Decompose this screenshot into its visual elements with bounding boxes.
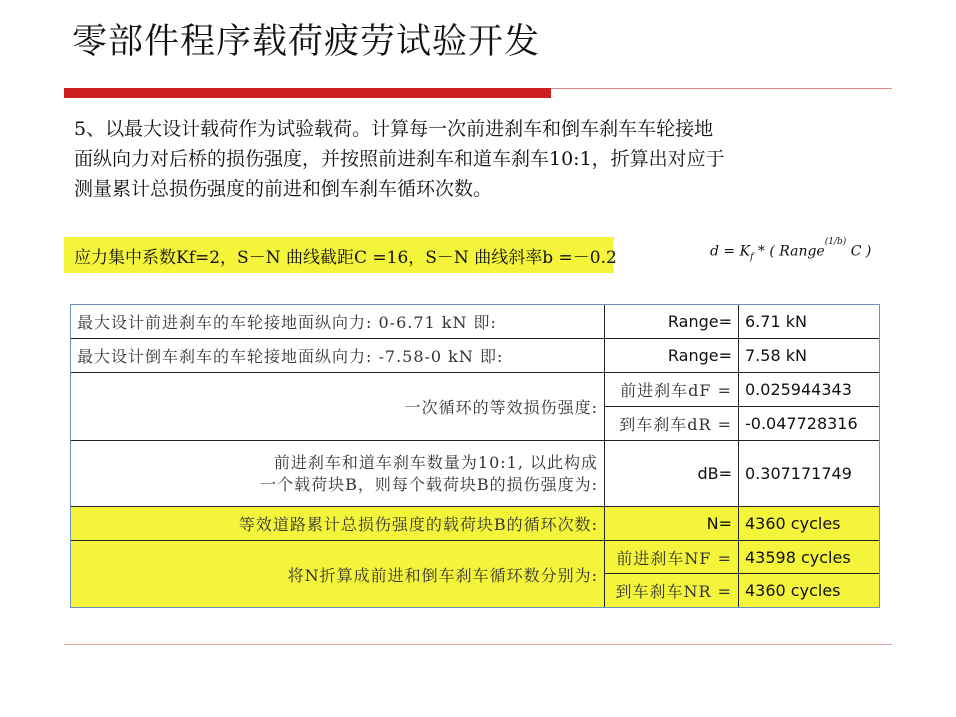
row3-sub2-value: -0.047728316	[739, 407, 879, 441]
paragraph-line: 5、以最大设计载荷作为试验载荷。计算每一次前进刹车和倒车刹车车轮接地	[74, 118, 714, 140]
body-paragraph	[74, 114, 894, 204]
row5-value: 4360 cycles	[739, 507, 879, 541]
row2-value: 7.58 kN	[739, 339, 879, 373]
row4-key: dB=	[605, 441, 739, 507]
formula-lhs: d	[710, 243, 719, 260]
paragraph-line: 测量累计总损伤强度的前进和倒车刹车循环次数。	[74, 178, 493, 200]
formula-eq: =	[723, 243, 736, 260]
row4-label-line1: 前进刹车和道车刹车数量为10:1, 以此构成	[273, 452, 598, 472]
row5-label: 等效道路累计总损伤强度的载荷块B的循环次数:	[71, 507, 605, 541]
row4-label-line2: 一个载荷块B，则每个载荷块B的损伤强度为:	[260, 474, 598, 494]
formula-rest: * ( Range	[757, 243, 825, 260]
row3-sub1-key: 前进刹车dF =	[605, 373, 739, 407]
row6-sub2-value: 4360 cycles	[739, 574, 879, 607]
row3-sub1-value: 0.025944343	[739, 373, 879, 407]
row3-label: 一次循环的等效损伤强度:	[71, 373, 605, 441]
row6-sub2-key: 到车刹车NR =	[605, 574, 739, 607]
row2-key: Range=	[605, 339, 739, 373]
formula-k: K	[739, 243, 751, 260]
row1-key: Range=	[605, 305, 739, 339]
title-underline-red	[64, 88, 551, 98]
row6-sub1-key: 前进刹车NF =	[605, 541, 739, 574]
calculation-table	[70, 304, 880, 608]
damage-formula	[710, 237, 872, 263]
title-underline-thin	[551, 88, 892, 89]
formula-exp: (1/b)	[824, 237, 847, 247]
parameter-text: 应力集中系数Kf=2，S－N 曲线截距C =16，S－N 曲线斜率b =－0.2	[74, 248, 617, 268]
slide-title: 零部件程序载荷疲劳试验开发	[72, 22, 541, 62]
row4-label	[71, 441, 605, 507]
row4-value: 0.307171749	[739, 441, 879, 507]
footer-divider	[64, 644, 892, 645]
row6-sub1-value: 43598 cycles	[739, 541, 879, 574]
formula-k-sub: f	[750, 252, 754, 263]
row6-label: 将N折算成前进和倒车刹车循环数分别为:	[71, 541, 605, 607]
row5-key: N=	[605, 507, 739, 541]
row1-label: 最大设计前进刹车的车轮接地面纵向力: 0-6.71 kN 即:	[71, 305, 605, 339]
row2-label: 最大设计倒车刹车的车轮接地面纵向力: -7.58-0 kN 即:	[71, 339, 605, 373]
row1-value: 6.71 kN	[739, 305, 879, 339]
row3-sub2-key: 到车刹车dR =	[605, 407, 739, 441]
paragraph-line: 面纵向力对后桥的损伤强度，并按照前进刹车和道车刹车10:1，折算出对应于	[74, 148, 725, 170]
formula-tail: C )	[850, 243, 872, 260]
